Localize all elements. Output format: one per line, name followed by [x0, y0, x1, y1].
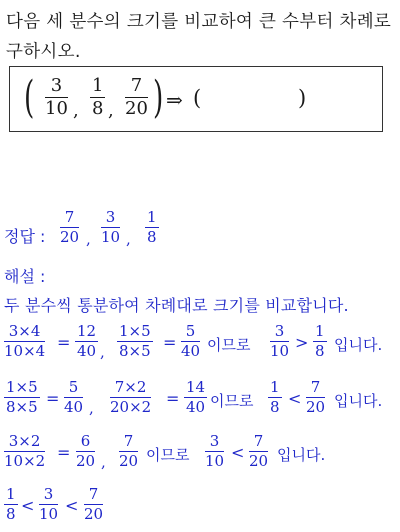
arrow-icon: ⇒	[166, 88, 183, 112]
answer-open-paren: (	[193, 86, 202, 110]
problem-fraction-1: 3 10	[45, 75, 68, 119]
question-line-1: 다음 세 분수의 크기를 비교하여 큰 수부터 차례로	[6, 12, 392, 32]
comma: ,	[73, 100, 79, 121]
comma: ,	[89, 399, 94, 417]
fraction: 1 8	[270, 378, 280, 416]
problem-fraction-2: 1 8	[92, 75, 104, 119]
fraction: 7×2 20×2	[110, 378, 152, 416]
fraction: 3×4 10×4	[4, 322, 46, 360]
answer-fraction-3: 1 8	[147, 208, 157, 246]
fraction: 7 20	[84, 485, 104, 523]
comma: ,	[100, 343, 105, 361]
comma: ,	[101, 453, 106, 471]
fraction: 3 10	[205, 432, 225, 470]
connector-text: 이므로	[207, 336, 251, 354]
fraction: 1×5 8×5	[119, 322, 151, 360]
comparison-sign: <	[21, 496, 35, 515]
problem-fraction-3: 7 20	[125, 75, 148, 119]
answer-fraction-1: 7 20	[60, 208, 80, 246]
fraction: 5 40	[64, 378, 84, 416]
fraction: 3×2 10×2	[4, 432, 46, 470]
fraction: 14 40	[186, 378, 206, 416]
fraction: 7 20	[119, 432, 139, 470]
comma: ,	[86, 230, 91, 248]
explanation-intro: 두 분수씩 통분하여 차례대로 크기를 비교합니다.	[4, 296, 349, 315]
comparison-sign: <	[65, 496, 79, 515]
comparison-sign: >	[295, 333, 309, 352]
fraction: 6 20	[76, 432, 96, 470]
comma: ,	[108, 100, 114, 121]
equals-sign: =	[166, 389, 180, 408]
fraction: 3 10	[270, 322, 290, 360]
equals-sign: =	[57, 333, 71, 352]
equals-sign: =	[46, 389, 60, 408]
connector-text: 이므로	[146, 446, 190, 464]
comparison-sign: <	[288, 389, 302, 408]
fraction: 7 20	[306, 378, 326, 416]
fraction: 1×5 8×5	[6, 378, 38, 416]
fraction: 1 8	[6, 485, 16, 523]
big-close-paren: )	[153, 72, 164, 123]
answer-close-paren: )	[298, 86, 307, 110]
comma: ,	[126, 230, 131, 248]
connector-text: 이므로	[210, 392, 254, 410]
fraction: 1 8	[315, 322, 325, 360]
fraction: 7 20	[249, 432, 269, 470]
ending-text: 입니다.	[334, 336, 383, 354]
fraction: 3 10	[39, 485, 59, 523]
comparison-sign: <	[231, 443, 245, 462]
explanation-label: 해설 :	[4, 267, 46, 286]
ending-text: 입니다.	[277, 446, 326, 464]
equals-sign: =	[57, 443, 71, 462]
answer-fraction-2: 3 10	[101, 208, 121, 246]
equals-sign: =	[163, 333, 177, 352]
big-open-paren: (	[24, 72, 35, 123]
fraction: 12 40	[77, 322, 97, 360]
ending-text: 입니다.	[334, 392, 383, 410]
question-line-2: 구하시오.	[6, 42, 81, 62]
answer-label: 정답 :	[4, 227, 46, 246]
fraction: 5 40	[181, 322, 201, 360]
